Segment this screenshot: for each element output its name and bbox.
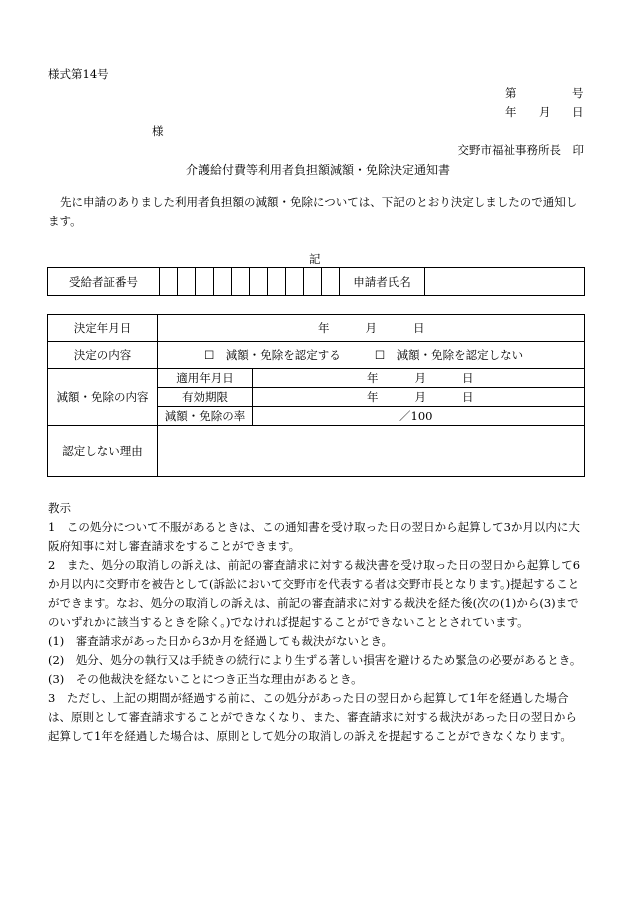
apply-date-label: 適用年月日	[158, 369, 253, 388]
recipient-digit-cell[interactable]	[160, 268, 178, 296]
option-reject-checkbox[interactable]: ☐ 減額・免除を認定しない	[374, 348, 524, 362]
applicant-name-label: 申請者氏名	[340, 268, 425, 296]
recipient-digit-cell[interactable]	[268, 268, 286, 296]
apply-date-month: 月	[414, 371, 426, 385]
apply-date-field[interactable]	[253, 369, 585, 388]
document-title: 介護給付費等利用者負担額減額・免除決定通知書	[186, 163, 451, 177]
date-year: 年	[505, 105, 517, 119]
reason-field[interactable]	[158, 426, 585, 477]
ki-label: 記	[309, 252, 321, 266]
reduction-label: 減額・免除の内容	[48, 369, 158, 426]
recipient-digit-cell[interactable]	[232, 268, 250, 296]
decision-date-field[interactable]	[158, 315, 585, 342]
recipient-digit-cell[interactable]	[250, 268, 268, 296]
form-number: 様式第14号	[48, 67, 109, 81]
recipient-table	[47, 267, 585, 296]
option-approve-checkbox[interactable]: ☐ 減額・免除を認定する	[204, 348, 341, 362]
date-day: 日	[572, 105, 584, 119]
addressee-suffix: 様	[152, 124, 164, 138]
decision-table	[47, 314, 585, 477]
notice-sub-3: (3) その他裁決を経ないことにつき正当な理由があるとき。	[48, 672, 363, 686]
valid-until-year: 年	[367, 390, 379, 404]
valid-until-month: 月	[414, 390, 426, 404]
issuer: 交野市福祉事務所長 印	[457, 143, 584, 157]
recipient-digit-cell[interactable]	[196, 268, 214, 296]
doc-number-dai: 第	[505, 86, 517, 100]
valid-until-field[interactable]	[253, 388, 585, 407]
recipient-digit-cell[interactable]	[304, 268, 322, 296]
recipient-digit-cell[interactable]	[178, 268, 196, 296]
recipient-digit-cell[interactable]	[214, 268, 232, 296]
decision-date-month: 月	[365, 321, 377, 335]
valid-until-label: 有効期限	[158, 388, 253, 407]
rate-value: ／100	[399, 409, 433, 423]
recipient-digit-cell[interactable]	[322, 268, 340, 296]
recipient-digit-cell[interactable]	[286, 268, 304, 296]
apply-date-year: 年	[367, 371, 379, 385]
notice-sub-2: (2) 処分、処分の執行又は手続きの続行により生ずる著しい損害を避けるため緊急の必要があるとき。	[48, 653, 582, 667]
recipient-no-label: 受給者証番号	[48, 268, 160, 296]
notice-sub-1: (1) 審査請求があった日から3か月を経過しても裁決がないとき。	[48, 634, 394, 648]
notice-section	[48, 499, 588, 746]
rate-label: 減額・免除の率	[158, 407, 253, 426]
intro-text: 先に申請のありました利用者負担額の減額・免除については、下記のとおり決定しましたので通知します。	[48, 195, 578, 228]
intro-paragraph	[48, 193, 588, 231]
date-month: 月	[539, 105, 551, 119]
decision-content-field	[158, 342, 585, 369]
notice-item-2: 2 また、処分の取消しの訴えは、前記の審査請求に対する裁決書を受け取った日の翌日から起算して6か月以内に交野市を被告として(訴訟において交野市を代表する者は交野市長となります。)提起することができます。なお、処分の取消しの訴えは、前記の審査請求に対する裁決を経た後(次の(1)から(3)までのいずれかに該当するときを除く。)でなければ提起することができないこととされています。	[48, 558, 581, 629]
notice-item-1: 1 この処分について不服があるときは、この通知書を受け取った日の翌日から起算して3か月以内に大阪府知事に対し審査請求をすることができます。	[48, 520, 580, 553]
applicant-name-field[interactable]	[425, 268, 585, 296]
valid-until-day: 日	[462, 390, 474, 404]
decision-content-label: 決定の内容	[48, 342, 158, 369]
reason-label: 認定しない理由	[48, 426, 158, 477]
rate-field[interactable]	[253, 407, 585, 426]
notice-item-3: 3 ただし、上記の期間が経過する前に、この処分があった日の翌日から起算して1年を経過した場合は、原則として審査請求することができなくなり、また、審査請求に対する裁決があった日の翌日から起算して1年を経過した場合は、原則として処分の取消しの訴えを提起することができなくなります。	[48, 691, 577, 743]
doc-number-go: 号	[572, 86, 584, 100]
decision-date-year: 年	[318, 321, 330, 335]
decision-date-day: 日	[413, 321, 425, 335]
apply-date-day: 日	[462, 371, 474, 385]
notice-heading: 教示	[48, 501, 71, 515]
decision-date-label: 決定年月日	[48, 315, 158, 342]
